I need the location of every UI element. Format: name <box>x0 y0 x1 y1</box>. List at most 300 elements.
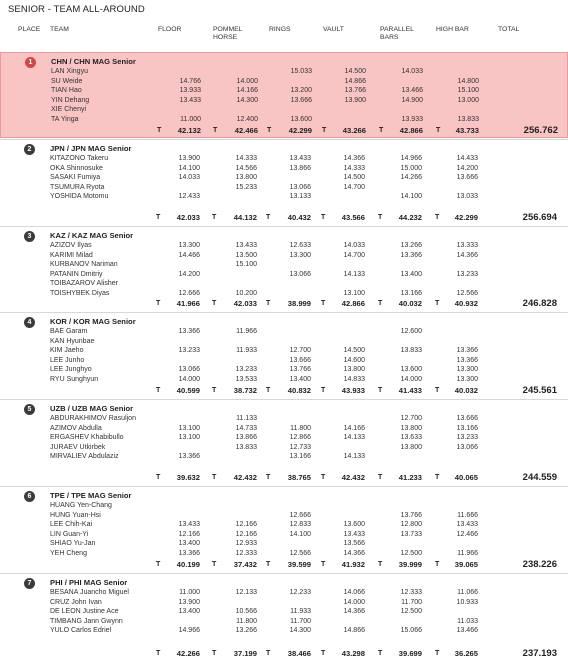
score-hbar: 14.800 <box>457 77 479 85</box>
score-pbars: 13.400 <box>400 270 422 278</box>
score-vault: 14.066 <box>343 589 365 596</box>
total-marker: T <box>378 300 383 307</box>
athlete-name: MIRVALIEV Abdulaziz <box>50 453 119 461</box>
score-floor: 11.000 <box>179 589 200 596</box>
team-name: KAZ / KAZ MAG Senior <box>50 231 134 240</box>
total-pommel: 42.033 <box>233 299 257 308</box>
score-hbar: 13.233 <box>456 270 478 278</box>
total-marker: T <box>157 127 162 134</box>
total-hbar: 36.265 <box>454 649 478 658</box>
header-place: PLACE <box>18 26 41 33</box>
score-vault: 14.500 <box>343 347 365 355</box>
score-vault: 14.366 <box>343 608 365 616</box>
athlete-name: JURAEV Utkirbek <box>50 443 106 451</box>
score-pommel: 15.233 <box>235 183 257 191</box>
score-floor: 13.366 <box>178 328 200 335</box>
score-vault: 14.500 <box>344 68 366 75</box>
score-rings: 12.833 <box>289 521 311 529</box>
total-marker: T <box>212 561 217 568</box>
athlete-name: TSUMURA Ryota <box>50 183 105 191</box>
athlete-name: TA Yinga <box>51 116 79 123</box>
total-rings: 42.299 <box>288 126 312 135</box>
total-floor: 39.632 <box>176 473 200 482</box>
score-floor: 14.766 <box>179 77 201 85</box>
place-badge: 4 <box>24 317 35 328</box>
score-pbars: 13.266 <box>400 242 422 249</box>
score-pbars: 14.033 <box>401 68 423 75</box>
score-floor: 14.033 <box>178 174 200 182</box>
athlete-name: TOISHYBEK Diyas <box>50 290 110 297</box>
team-block <box>0 52 568 138</box>
score-pbars: 13.633 <box>400 434 422 442</box>
header-vault: VAULT <box>323 26 344 33</box>
total-marker: T <box>156 214 161 221</box>
total-pbars: 41.233 <box>398 473 422 482</box>
team-block <box>0 139 568 225</box>
total-marker: T <box>436 127 441 134</box>
total-marker: T <box>212 387 217 394</box>
total-pbars: 41.433 <box>398 386 422 395</box>
score-pbars: 11.700 <box>401 598 422 606</box>
total-marker: T <box>321 474 326 481</box>
total-pommel: 37.432 <box>233 560 257 569</box>
team-name: JPN / JPN MAG Senior <box>50 144 132 153</box>
total-hbar: 42.299 <box>454 213 478 222</box>
score-pbars: 13.800 <box>400 424 422 432</box>
score-vault: 14.866 <box>343 627 365 635</box>
athlete-name: TIMBANG Jann Gwynn <box>50 617 123 625</box>
athlete-name: KARIMI Milad <box>50 251 93 259</box>
score-hbar: 13.333 <box>456 242 478 249</box>
score-rings: 15.033 <box>290 68 312 75</box>
athlete-row <box>0 260 568 269</box>
athlete-row <box>0 192 568 201</box>
score-hbar: 12.566 <box>456 290 478 297</box>
total-marker: T <box>212 650 217 657</box>
score-hbar: 11.666 <box>457 511 478 519</box>
total-marker: T <box>156 300 161 307</box>
team-block <box>0 226 568 311</box>
score-vault: 14.600 <box>343 356 365 364</box>
score-pommel: 13.533 <box>235 376 257 383</box>
team-block <box>0 486 568 572</box>
score-pommel: 14.166 <box>236 87 258 95</box>
score-pbars: 13.366 <box>400 251 422 259</box>
total-marker: T <box>212 214 217 221</box>
total-marker: T <box>379 127 384 134</box>
athlete-row <box>1 67 568 76</box>
total-marker: T <box>266 214 271 221</box>
athlete-row <box>1 86 568 95</box>
score-rings: 13.400 <box>289 376 311 383</box>
athlete-name: DE LEON Justine Ace <box>50 608 119 616</box>
score-rings: 13.066 <box>289 270 311 278</box>
total-marker: T <box>378 387 383 394</box>
athlete-row <box>0 588 568 597</box>
athlete-name: CRUZ John Ivan <box>50 598 102 606</box>
athlete-name: LEE Junghyo <box>50 366 92 374</box>
total-floor: 42.266 <box>176 649 200 658</box>
team-grand-total: 256.694 <box>522 212 557 223</box>
total-floor: 40.599 <box>176 386 200 395</box>
score-vault: 14.866 <box>344 77 366 85</box>
score-vault: 13.433 <box>343 530 365 538</box>
athlete-row <box>0 241 568 250</box>
score-pommel: 14.733 <box>235 424 257 432</box>
total-marker: T <box>321 561 326 568</box>
score-rings: 13.133 <box>289 193 311 201</box>
score-rings: 13.166 <box>289 453 311 461</box>
score-vault: 14.500 <box>343 174 365 182</box>
score-pommel: 13.866 <box>235 434 257 442</box>
total-pbars: 39.999 <box>398 560 422 569</box>
score-rings: 13.600 <box>290 116 312 123</box>
athlete-name: KITAZONO Takeru <box>50 155 109 162</box>
team-total-row <box>0 212 568 223</box>
total-vault: 43.266 <box>342 126 366 135</box>
total-pbars: 39.699 <box>398 649 422 658</box>
total-marker: T <box>435 300 440 307</box>
score-vault: 14.166 <box>343 424 365 432</box>
total-marker: T <box>378 650 383 657</box>
total-marker: T <box>435 214 440 221</box>
athlete-name: LEE Junho <box>50 356 85 364</box>
score-floor: 13.400 <box>178 608 200 616</box>
score-hbar: 13.033 <box>456 193 478 201</box>
score-vault: 13.900 <box>344 96 366 104</box>
score-pommel: 12.400 <box>236 116 258 123</box>
total-pommel: 37.199 <box>233 649 257 658</box>
athlete-row <box>1 96 568 105</box>
team-grand-total: 245.561 <box>522 385 557 396</box>
score-hbar: 13.433 <box>456 521 478 529</box>
athlete-name: PATANIN Dmitriy <box>50 270 103 278</box>
total-rings: 38.999 <box>287 299 311 308</box>
score-pommel: 12.933 <box>235 540 257 548</box>
total-floor: 42.132 <box>177 126 201 135</box>
score-rings: 14.300 <box>289 627 311 635</box>
total-marker: T <box>321 214 326 221</box>
score-pbars: 12.333 <box>400 589 422 596</box>
total-marker: T <box>321 387 326 394</box>
athlete-row <box>0 598 568 607</box>
team-total-row <box>0 472 568 483</box>
score-hbar: 13.366 <box>456 356 478 364</box>
score-rings: 11.800 <box>290 424 311 432</box>
athlete-name: LIN Guan-Yi <box>50 530 89 538</box>
score-rings: 14.100 <box>289 530 311 538</box>
score-pbars: 13.800 <box>400 443 422 451</box>
athlete-row <box>0 443 568 452</box>
athlete-name: SHIAO Yu-Jan <box>50 540 96 548</box>
score-pommel: 10.200 <box>235 290 257 297</box>
total-marker: T <box>213 127 218 134</box>
total-floor: 40.199 <box>176 560 200 569</box>
place-badge: 2 <box>24 144 35 155</box>
score-pommel: 12.333 <box>235 550 257 557</box>
score-rings: 12.866 <box>289 434 311 442</box>
score-floor: 14.966 <box>178 627 200 635</box>
athlete-name: YEH Cheng <box>50 550 87 557</box>
score-floor: 13.900 <box>178 598 200 606</box>
score-hbar: 13.366 <box>456 347 478 355</box>
athlete-row <box>0 279 568 288</box>
team-block <box>0 399 568 485</box>
team-total-row <box>0 648 568 659</box>
score-vault: 14.033 <box>343 242 365 249</box>
athlete-row <box>0 452 568 461</box>
total-hbar: 43.733 <box>455 126 479 135</box>
score-pommel: 13.833 <box>235 443 257 451</box>
score-hbar: 13.466 <box>456 627 478 635</box>
score-vault: 14.133 <box>343 453 365 461</box>
athlete-name: HUANG Yen-Chang <box>50 502 112 509</box>
score-pommel: 10.566 <box>235 608 257 616</box>
header-high-bar: HIGH BAR <box>436 26 469 33</box>
total-rings: 38.466 <box>287 649 311 658</box>
total-marker: T <box>378 561 383 568</box>
team-total-row <box>1 125 568 136</box>
place-badge: 3 <box>24 231 35 242</box>
total-marker: T <box>156 474 161 481</box>
total-vault: 43.298 <box>341 649 365 658</box>
score-rings: 12.633 <box>289 242 311 249</box>
total-marker: T <box>266 561 271 568</box>
score-hbar: 13.666 <box>456 174 478 182</box>
place-badge: 7 <box>24 578 35 589</box>
athlete-row <box>0 414 568 423</box>
score-vault: 14.366 <box>343 155 365 162</box>
score-pbars: 15.000 <box>400 164 422 172</box>
total-marker: T <box>266 474 271 481</box>
score-pommel: 14.566 <box>235 164 257 172</box>
total-vault: 43.933 <box>341 386 365 395</box>
total-marker: T <box>156 561 161 568</box>
athlete-row <box>0 346 568 355</box>
score-floor: 13.933 <box>179 87 201 95</box>
score-vault: 14.333 <box>343 164 365 172</box>
score-rings: 12.566 <box>289 550 311 557</box>
total-hbar: 40.932 <box>454 299 478 308</box>
score-floor: 11.000 <box>180 116 201 123</box>
score-rings: 13.666 <box>290 96 312 104</box>
score-pommel: 14.000 <box>236 77 258 85</box>
total-marker: T <box>266 300 271 307</box>
team-total-row <box>0 385 568 396</box>
total-pbars: 40.032 <box>398 299 422 308</box>
team-grand-total: 244.559 <box>522 472 557 483</box>
score-pbars: 12.500 <box>400 608 422 616</box>
score-pommel: 12.166 <box>235 521 257 529</box>
score-pommel: 11.966 <box>236 328 257 335</box>
score-vault: 14.133 <box>343 434 365 442</box>
total-marker: T <box>267 127 272 134</box>
score-rings: 12.700 <box>289 347 311 355</box>
score-vault: 13.600 <box>343 521 365 529</box>
athlete-row <box>0 375 568 384</box>
score-hbar: 13.066 <box>456 443 478 451</box>
score-hbar: 10.933 <box>456 598 478 606</box>
total-pbars: 42.866 <box>399 126 423 135</box>
score-pbars: 12.600 <box>400 328 422 335</box>
score-rings: 11.933 <box>290 608 311 616</box>
score-pommel: 11.933 <box>236 347 257 355</box>
total-marker: T <box>435 561 440 568</box>
athlete-row <box>0 511 568 520</box>
total-vault: 42.866 <box>341 299 365 308</box>
score-hbar: 12.466 <box>456 530 478 538</box>
team-grand-total: 246.828 <box>522 298 557 309</box>
header-parallel-bars: PARALLEL BARS <box>380 26 414 41</box>
score-floor: 13.066 <box>178 366 200 374</box>
score-floor: 13.366 <box>178 550 200 557</box>
total-rings: 40.832 <box>287 386 311 395</box>
athlete-name: KAN Hyunbae <box>50 337 95 345</box>
score-hbar: 13.300 <box>456 376 478 383</box>
score-pommel: 15.100 <box>235 261 257 269</box>
place-badge: 6 <box>24 491 35 502</box>
athlete-row <box>0 270 568 279</box>
athlete-name: KURBANOV Nariman <box>50 261 118 269</box>
score-pbars: 12.700 <box>400 415 422 422</box>
athlete-row <box>0 520 568 529</box>
score-hbar: 11.966 <box>457 550 478 557</box>
score-floor: 13.400 <box>178 540 200 548</box>
score-vault: 14.700 <box>343 251 365 259</box>
score-pbars: 13.466 <box>401 87 423 95</box>
total-vault: 43.566 <box>341 213 365 222</box>
score-floor: 13.100 <box>178 424 200 432</box>
athlete-name: KIM Jaeho <box>50 347 84 355</box>
athlete-name: YIN Dehang <box>51 96 90 104</box>
score-floor: 13.900 <box>178 155 200 162</box>
score-pbars: 13.166 <box>400 290 422 297</box>
total-marker: T <box>156 387 161 394</box>
score-hbar: 14.366 <box>456 251 478 259</box>
score-floor: 13.100 <box>178 434 200 442</box>
total-vault: 41.932 <box>341 560 365 569</box>
score-pommel: 12.133 <box>235 589 257 596</box>
athlete-name: TOIBAZAROV Alisher <box>50 280 118 288</box>
total-marker: T <box>435 474 440 481</box>
score-rings: 13.200 <box>290 87 312 95</box>
score-hbar: 13.000 <box>457 96 479 104</box>
team-grand-total: 237.193 <box>522 648 557 659</box>
score-pbars: 13.733 <box>400 530 422 538</box>
table-header <box>0 26 568 46</box>
athlete-name: ERGASHEV Khabibullo <box>50 434 124 442</box>
athlete-row <box>0 501 568 510</box>
athlete-row <box>0 549 568 558</box>
athlete-name: AZIZOV Ilyas <box>50 242 92 249</box>
score-pbars: 13.933 <box>401 116 423 123</box>
team-grand-total: 238.226 <box>522 559 557 570</box>
score-rings: 12.233 <box>289 589 311 596</box>
total-rings: 38.765 <box>287 473 311 482</box>
athlete-row <box>0 164 568 173</box>
score-pommel: 11.800 <box>236 617 257 625</box>
header-rings: RINGS <box>269 26 291 33</box>
header-total: TOTAL <box>498 26 520 33</box>
athlete-name: YULO Carlos Edriel <box>50 627 112 635</box>
athlete-row <box>0 617 568 626</box>
athlete-name: XIE Chenyi <box>51 106 87 114</box>
score-vault: 14.366 <box>343 550 365 557</box>
score-floor: 14.100 <box>178 164 200 172</box>
total-pommel: 38.732 <box>233 386 257 395</box>
total-marker: T <box>266 650 271 657</box>
total-marker: T <box>435 650 440 657</box>
score-floor: 12.666 <box>178 290 200 297</box>
score-rings: 13.866 <box>289 164 311 172</box>
score-rings: 13.066 <box>289 183 311 191</box>
score-pommel: 13.500 <box>235 251 257 259</box>
score-hbar: 13.833 <box>457 116 479 123</box>
athlete-row <box>1 115 568 124</box>
total-marker: T <box>321 300 326 307</box>
score-pommel: 13.266 <box>235 627 257 635</box>
score-pbars: 13.766 <box>400 511 422 519</box>
score-pommel: 12.166 <box>235 530 257 538</box>
score-pbars: 14.266 <box>400 174 422 182</box>
header-floor: FLOOR <box>158 26 182 33</box>
score-hbar: 14.200 <box>456 164 478 172</box>
score-hbar: 13.666 <box>456 415 478 422</box>
athlete-name: HUNG Yuan-Hsi <box>50 511 101 519</box>
score-vault: 13.766 <box>344 87 366 95</box>
score-floor: 13.366 <box>178 453 200 461</box>
score-hbar: 13.166 <box>456 424 478 432</box>
total-marker: T <box>156 650 161 657</box>
score-rings: 13.433 <box>289 155 311 162</box>
total-floor: 41.966 <box>176 299 200 308</box>
score-rings: 12.733 <box>289 443 311 451</box>
total-pbars: 44.232 <box>398 213 422 222</box>
score-floor: 13.233 <box>178 347 200 355</box>
team-name: KOR / KOR MAG Senior <box>50 317 136 326</box>
total-pommel: 42.432 <box>233 473 257 482</box>
athlete-name: AZIMOV Abdulla <box>50 424 102 432</box>
team-total-row <box>0 298 568 309</box>
score-hbar: 15.100 <box>457 87 479 95</box>
score-floor: 13.433 <box>178 521 200 529</box>
score-vault: 14.133 <box>343 270 365 278</box>
score-vault: 13.566 <box>343 540 365 548</box>
athlete-name: BESANA Juancho Miguel <box>50 589 129 596</box>
total-marker: T <box>378 474 383 481</box>
athlete-row <box>0 173 568 182</box>
score-rings: 13.300 <box>289 251 311 259</box>
team-block <box>0 573 568 661</box>
score-rings: 13.666 <box>289 356 311 364</box>
score-pommel: 13.433 <box>235 242 257 249</box>
athlete-row <box>0 337 568 346</box>
score-vault: 14.000 <box>343 598 365 606</box>
score-rings: 11.700 <box>290 617 311 625</box>
athlete-row <box>0 356 568 365</box>
athlete-name: SASAKI Fumiya <box>50 174 101 182</box>
score-rings: 13.766 <box>289 366 311 374</box>
score-vault: 14.833 <box>343 376 365 383</box>
score-pbars: 15.066 <box>400 627 422 635</box>
score-hbar: 11.066 <box>457 589 478 596</box>
score-floor: 14.466 <box>178 251 200 259</box>
page-title: SENIOR - TEAM ALL-AROUND <box>8 4 145 15</box>
header-team: TEAM <box>50 26 69 33</box>
place-badge: 1 <box>25 57 36 68</box>
score-floor: 12.166 <box>178 530 200 538</box>
athlete-row <box>0 183 568 192</box>
